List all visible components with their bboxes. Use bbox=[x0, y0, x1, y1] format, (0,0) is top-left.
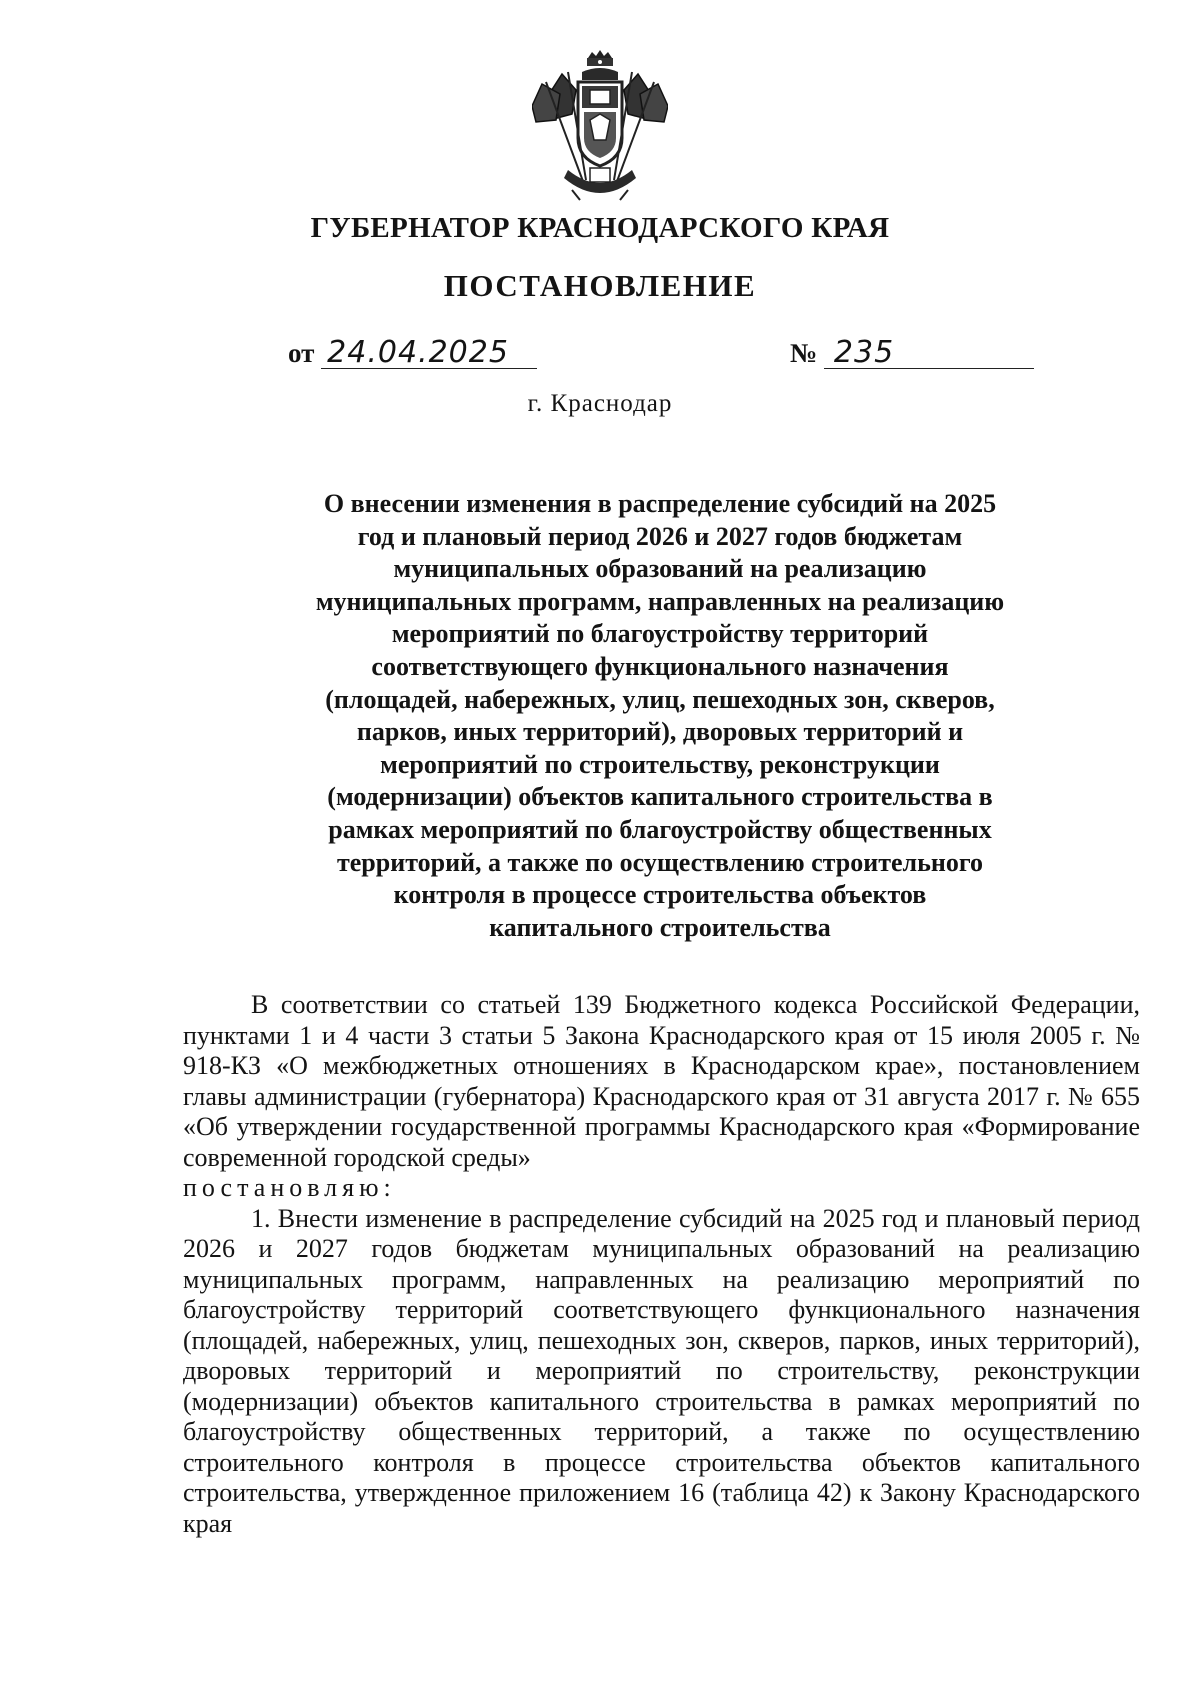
document-number bbox=[790, 335, 1034, 370]
item-1-text: 1. Внести изменение в распределение субсидий на 2025 год и плановый период 2026 и 2027 годов бюджетам муниципальных образований на реализацию муниципальных программ, направленных на реализацию мероприятий по благоустройству территорий соответствующего функционального назначения (площадей, набережных, улиц, пешеходных зон, скверов, парков, иных территорий), дворовых территорий и мероприятий по строительству, реконструкции (модернизации) объектов капитального строительства в рамках мероприятий по благоустройству общественных территорий, а также по осуществлению строительного контроля в процессе строительства объектов капитального строительства, утвержденное приложением 16 (таблица 42) к Закону Краснодарского края bbox=[183, 1203, 1140, 1538]
decree-word: постановляю: bbox=[183, 1173, 396, 1202]
coat-of-arms-emblem bbox=[532, 50, 668, 208]
number-value: 235 bbox=[833, 335, 895, 370]
number-handwritten-field bbox=[824, 335, 1034, 370]
document-date bbox=[288, 335, 537, 370]
issuing-authority: ГУБЕРНАТОР КРАСНОДАРСКОГО КРАЯ bbox=[310, 212, 890, 244]
document-body bbox=[183, 990, 1140, 1539]
date-value: 24.04.2025 bbox=[327, 335, 509, 370]
document-title: О внесении изменения в распределение субсидий на 2025 год и плановый период 2026 и 2027 годов бюджетам муниципальных образований на реализацию муниципальных программ, направленных на реализацию мероприятий по благоустройству территорий соответствующего функционального назначения (площадей, набережных, улиц, пешеходных зон, скверов, парков, иных территорий), дворовых территорий и мероприятий по строительству, реконструкции (модернизации) объектов капитального строительства в рамках мероприятий по благоустройству общественных территорий, а также по осуществлению строительного контроля в процессе строительства объектов капитального строительства bbox=[315, 489, 1005, 942]
number-prefix: № bbox=[790, 338, 818, 368]
date-handwritten-field bbox=[321, 335, 537, 370]
decree-paragraph bbox=[183, 1173, 1140, 1204]
place-of-issue: г. Краснодар bbox=[527, 390, 673, 417]
document-type: ПОСТАНОВЛЕНИЕ bbox=[443, 268, 757, 303]
preamble-paragraph bbox=[183, 990, 1140, 1173]
date-prefix: от bbox=[288, 338, 315, 368]
item-1-paragraph bbox=[183, 1204, 1140, 1540]
preamble-text: В соответствии со статьей 139 Бюджетного кодекса Российской Федерации, пунктами 1 и 4 части 3 статьи 5 Закона Краснодарского края от 15 июля 2005 г. № 918-КЗ «О межбюджетных отношениях в Краснодарском крае», постановлением главы администрации (губернатора) Краснодарского края от 31 августа 2017 г. № 655 «Об утверждении государственной программы Краснодарского края «Формирование современной городской среды» bbox=[183, 990, 1140, 1172]
